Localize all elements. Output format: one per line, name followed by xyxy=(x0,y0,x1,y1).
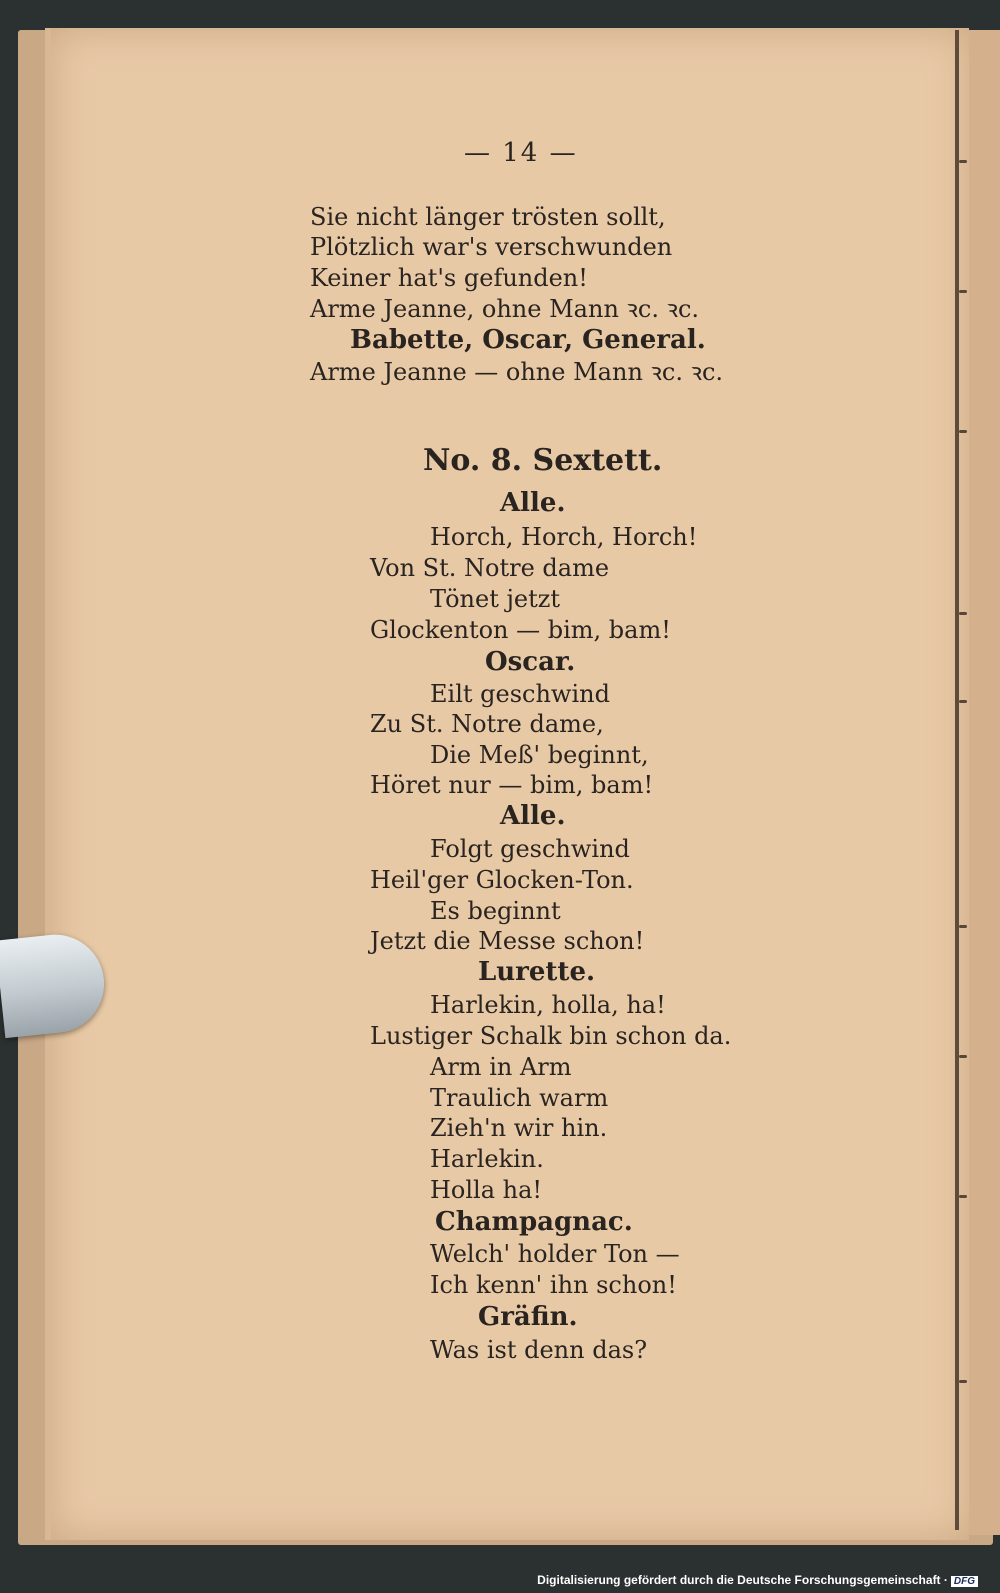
verse-line: Arme Jeanne — ohne Mann ꝛc. ꝛc. xyxy=(310,358,724,386)
verse-line: Die Meß' beginnt, xyxy=(430,741,649,769)
section-title: No. 8. Sextett. xyxy=(423,443,663,478)
verse-line: Lustiger Schalk bin schon da. xyxy=(370,1022,732,1050)
binding-stitch xyxy=(959,1055,967,1058)
speaker-heading: Gräfin. xyxy=(478,1302,578,1332)
speaker-heading: Alle. xyxy=(500,801,566,831)
verse-line: Zu St. Notre dame, xyxy=(370,710,604,738)
binding-stitch xyxy=(959,290,967,293)
verse-line: Höret nur — bim, bam! xyxy=(370,771,654,799)
verse-line: Von St. Notre dame xyxy=(370,554,610,582)
digitization-credit xyxy=(537,1573,978,1587)
binding-stitch xyxy=(959,1380,967,1383)
verse-line: Es beginnt xyxy=(430,897,561,925)
verse-line: Jetzt die Messe schon! xyxy=(370,927,645,955)
verse-line: Arme Jeanne, ohne Mann ꝛc. ꝛc. xyxy=(310,295,700,323)
verse-line: Horch, Horch, Horch! xyxy=(430,523,698,551)
verse-line: Glockenton — bim, bam! xyxy=(370,616,671,644)
verse-line: Harlekin. xyxy=(430,1145,544,1173)
verse-line: Harlekin, holla, ha! xyxy=(430,991,666,1019)
verse-line: Welch' holder Ton — xyxy=(430,1240,680,1268)
verse-line: Folgt geschwind xyxy=(430,835,630,863)
verse-line: Zieh'n wir hin. xyxy=(430,1114,608,1142)
book-spine xyxy=(955,30,959,1530)
binding-stitch xyxy=(959,925,967,928)
verse-line: Heil'ger Glocken-Ton. xyxy=(370,866,634,894)
verse-line: Arm in Arm xyxy=(430,1053,572,1081)
verse-line: Plötzlich war's verschwunden xyxy=(310,233,673,261)
verse-line: Tönet jetzt xyxy=(430,585,561,613)
verse-line: Sie nicht länger trösten sollt, xyxy=(310,203,666,231)
speaker-heading: Lurette. xyxy=(478,957,596,987)
binding-stitch xyxy=(959,160,967,163)
binding-stitch xyxy=(959,700,967,703)
verse-line: Eilt geschwind xyxy=(430,680,610,708)
verse-line: Traulich warm xyxy=(430,1084,609,1112)
binding-stitch xyxy=(959,1195,967,1198)
verse-line: Keiner hat's gefunden! xyxy=(310,264,588,292)
credit-text: Digitalisierung gefördert durch die Deutsche Forschungsgemeinschaft · xyxy=(537,1573,948,1587)
verse-line: Ich kenn' ihn schon! xyxy=(430,1271,677,1299)
speaker-heading: Oscar. xyxy=(485,647,576,677)
speaker-heading: Babette, Oscar, General. xyxy=(350,325,706,355)
verse-line: Holla ha! xyxy=(430,1176,543,1204)
speaker-heading: Champagnac. xyxy=(435,1207,633,1237)
page-number: — 14 — xyxy=(464,138,578,168)
verse-line: Was ist denn das? xyxy=(430,1336,648,1364)
speaker-heading: Alle. xyxy=(500,488,566,518)
dfg-logo: DFG xyxy=(951,1576,978,1587)
binding-stitch xyxy=(959,430,967,433)
binding-stitch xyxy=(959,612,967,615)
